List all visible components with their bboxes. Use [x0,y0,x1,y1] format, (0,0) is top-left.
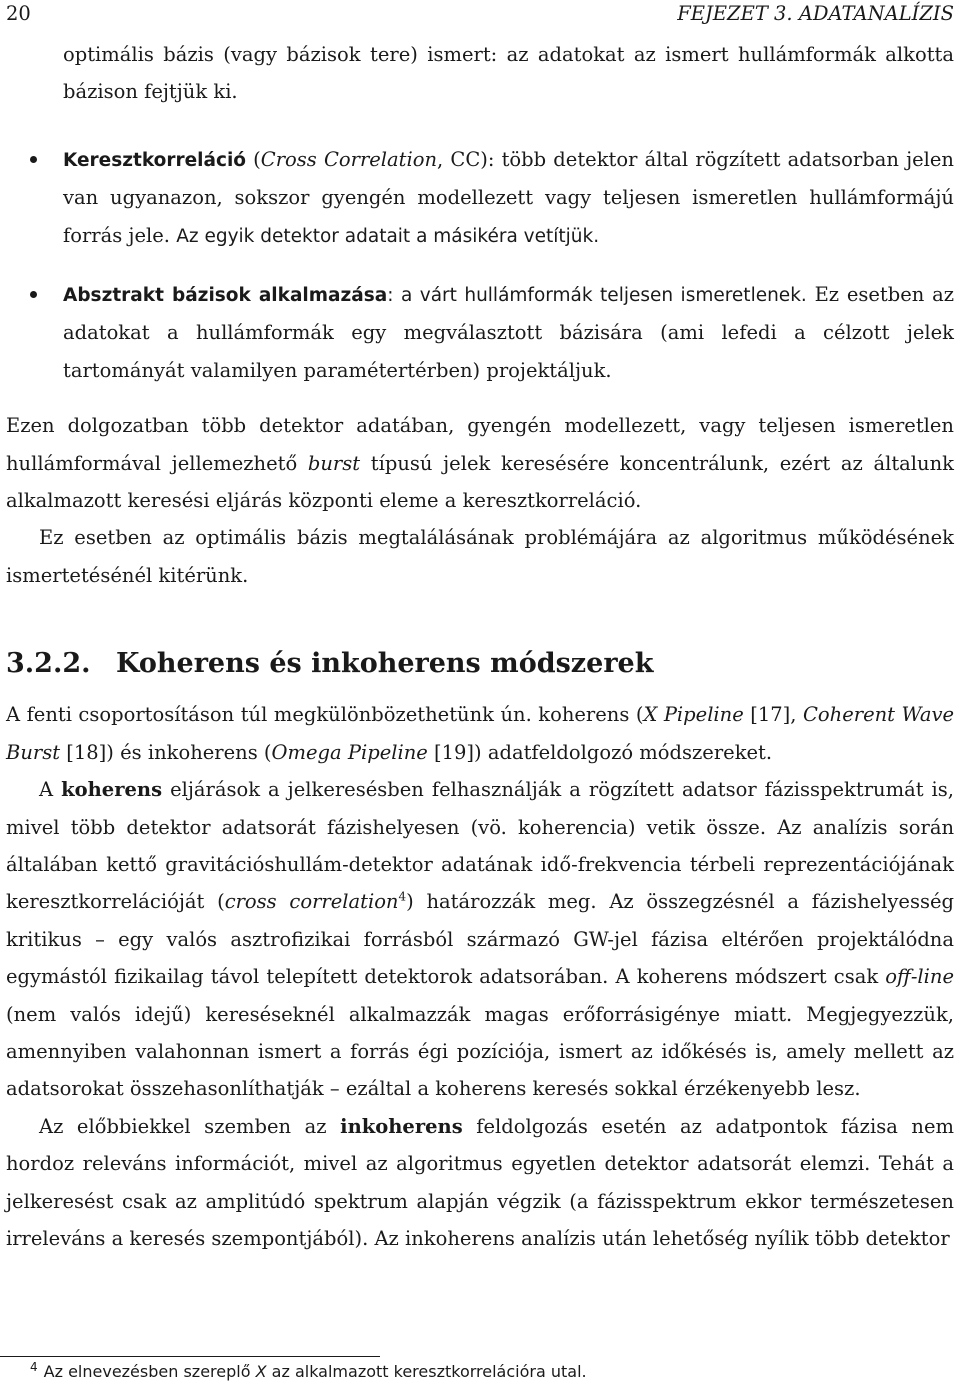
list-item [6,141,954,255]
document-page [6,0,954,1257]
bullet-icon [30,156,37,163]
term-italic: Cross Correlation [260,147,438,171]
section-title: Koherens és inkoherens módszerek [116,648,654,680]
footnote-divider [0,1356,380,1357]
paragraph: A koherens eljárások a jelkeresésben felhasználják a rögzített adatsor fázisspektrumát is, mivel több detektor adatsorát fázishelyesen (vö. koherencia) vetik össze. Az analízis során általában kettő gravitációshullám-detektor adatának idő-frekvencia térbeli reprezentációjának keresztkorrelációját (cross correlation$^4$) határozzák meg. Az összegzésnél a fázishelyesség kritikus – egy valós asztrofizikai forrásból származó GW-jel fázisa eltérően projektálódna egymástól fizikailag távol telepített detektorok adatsorában. A koherens módszert csak off-line (nem valós idejű) kereséseknél alkalmazzák magas erőforrásigénye miatt. Megjegyezzük, amennyiben valahonnan ismert a forrás égi pozíciója, ismert az időkésés is, amely mellett az adatsorokat összehasonlíthatják – ezáltal a koherens keresés sokkal érzékenyebb lesz. [6,778,955,1101]
bullet-icon [30,291,37,298]
paragraph: Ez esetben az optimális bázis megtalálásának problémájára az algoritmus működésének ismertetésénél kitérünk. [6,526,954,587]
list-item-text: Keresztkorreláció (Cross Correlation, CC): több detektor által rögzített adatsorban jelen van ugyanazon, sokszor gyengén modellezett vagy teljesen ismeretlen hullámformájú forrás jele. Az egyik detektor adatait a másikéra vetítjük. [63,147,954,247]
list-item [6,276,954,389]
term-bold: Keresztkorreláció [63,149,247,171]
term-bold: Absztrakt bázisok alkalmazása [63,285,388,307]
chapter-title: FEJEZET 3. ADATANALÍZIS [677,2,954,25]
page-number: 20 [6,2,31,25]
section-heading [6,646,954,682]
list-item-text: Absztrakt bázisok alkalmazása: a várt hullámformák teljesen ismeretlenek. Ez esetben az adatokat a hullámformák egy megválasztott bázisára (ami lefedi a célzott jelek tartományát valamilyen paramétertérben) projektáljuk. [63,283,955,382]
section-number: 3.2.2. [6,648,91,680]
paragraph: A fenti csoportosításon túl megkülönbözethetünk ún. koherens (X Pipeline [17], Coherent Wave Burst [18]) és inkoherens (Omega Pipeline [19]) adatfeldolgozó módszereket. [6,703,955,764]
page-header [6,0,954,32]
footnote-mark: 4 [30,1359,38,1374]
bullet-continuation: optimális bázis (vagy bázisok tere) ismert: az adatokat az ismert hullámformák alkotta bázison fejtjük ki. [63,43,954,104]
paragraph: Az előbbiekkel szemben az inkoherens feldolgozás esetén az adatpontok fázisa nem hordoz releváns információt, mivel az algoritmus egyetlen detektor adatsorát elemzi. Tehát a jelkeresést csak az amplitúdó spektrum alapján végzik (a fázisspektrum ekkor természetesen irreleváns a keresés szempontjából). Az inkoherens analízis után lehetőség nyílik több detektor [6,1114,954,1250]
paragraph: Ezen dolgozatban több detektor adatában, gyengén modellezett, vagy teljesen ismeretlen hullámformával jellemezhető burst típusú jelek keresésére koncentrálunk, ezért az általunk alkalmazott keresési eljárás központi eleme a keresztkorreláció. [6,414,954,513]
footnote: $^4$ Az elnevezésben szereplő X az alkalmazott keresztkorrelációra utal. [30,1359,587,1381]
footnote-ref[interactable]: 4 [398,889,407,904]
